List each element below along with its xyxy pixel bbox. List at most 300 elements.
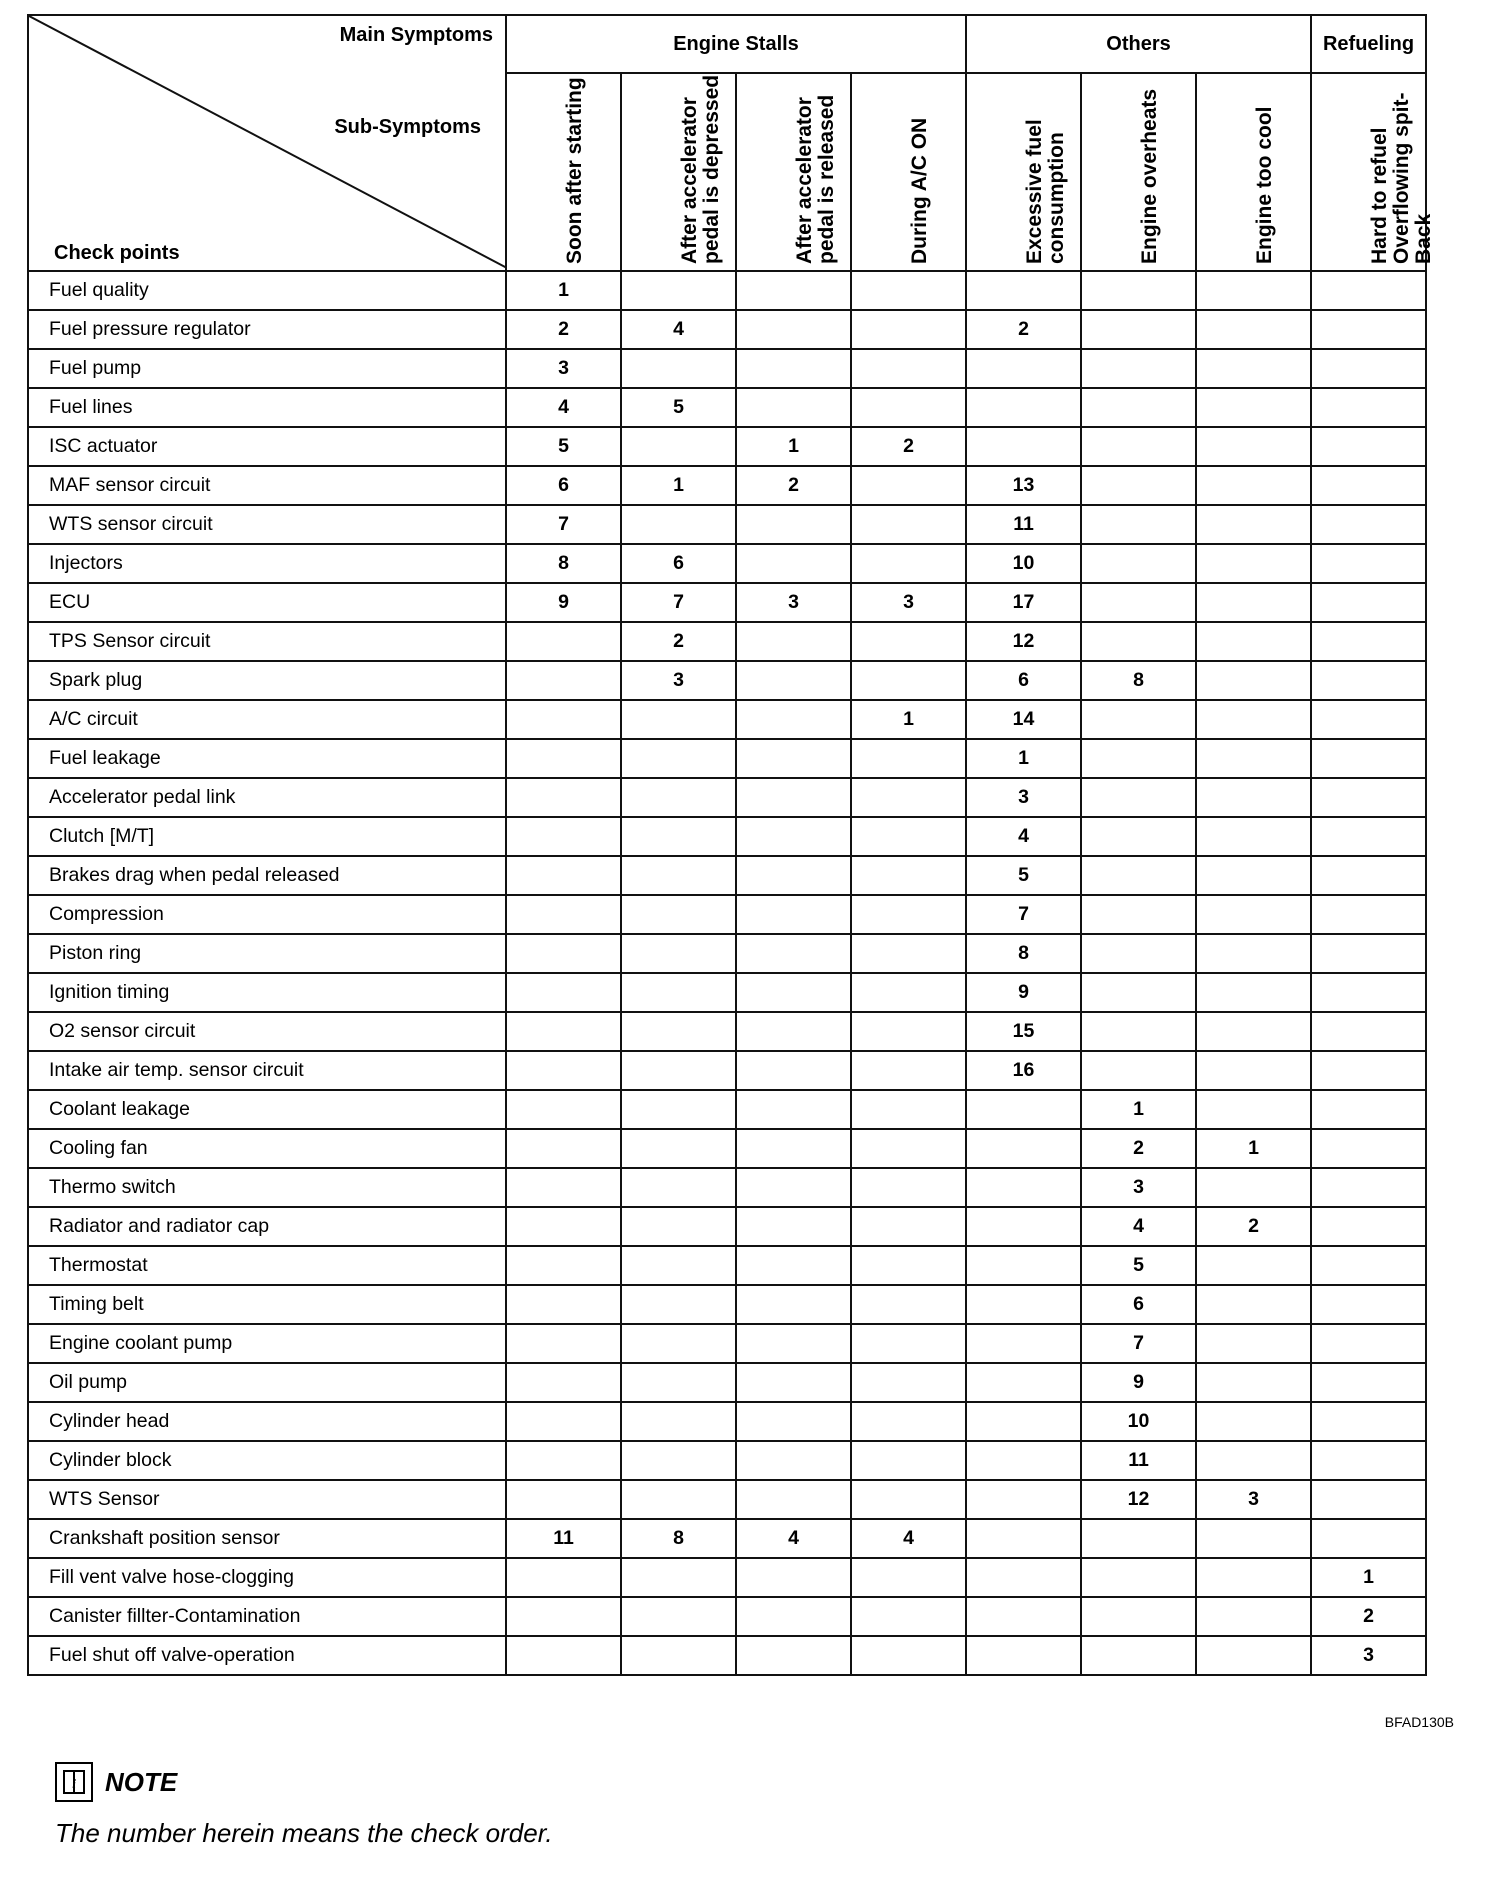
- sub-symptom-header-3: [851, 73, 966, 271]
- check-order-cell: 3: [966, 778, 1081, 817]
- check-order-cell: 5: [621, 388, 736, 427]
- check-order-cell: [1196, 1246, 1311, 1285]
- check-order-cell: 8: [966, 934, 1081, 973]
- check-order-cell: [621, 1402, 736, 1441]
- check-order-cell: [966, 1558, 1081, 1597]
- table-row: [28, 1090, 1426, 1129]
- check-order-cell: [851, 1480, 966, 1519]
- check-order-cell: 8: [1081, 661, 1196, 700]
- check-order-cell: [736, 1246, 851, 1285]
- table-row: [28, 505, 1426, 544]
- check-order-cell: [621, 778, 736, 817]
- check-order-cell: [966, 1402, 1081, 1441]
- check-order-cell: 11: [1081, 1441, 1196, 1480]
- sub-symptom-header-1: [621, 73, 736, 271]
- check-order-cell: [1081, 856, 1196, 895]
- book-info-icon: [55, 1762, 93, 1802]
- check-order-cell: [506, 1402, 621, 1441]
- check-order-cell: [506, 1090, 621, 1129]
- check-order-cell: [1311, 778, 1426, 817]
- check-order-cell: [506, 1558, 621, 1597]
- check-order-cell: 6: [1081, 1285, 1196, 1324]
- check-order-cell: 17: [966, 583, 1081, 622]
- table-row: [28, 739, 1426, 778]
- check-order-cell: [621, 1051, 736, 1090]
- check-order-cell: [736, 934, 851, 973]
- table-row: [28, 1285, 1426, 1324]
- check-order-cell: 2: [1196, 1207, 1311, 1246]
- check-order-cell: [621, 1090, 736, 1129]
- check-order-cell: [1196, 1519, 1311, 1558]
- check-point-label: Engine coolant pump: [28, 1324, 506, 1363]
- sub-symptom-label: After accelerator pedal is depressed: [677, 74, 723, 264]
- table-row: [28, 1168, 1426, 1207]
- check-order-cell: [736, 1090, 851, 1129]
- main-symptoms-label: Main Symptoms: [339, 24, 493, 46]
- check-order-cell: 12: [966, 622, 1081, 661]
- check-point-label: Fuel pump: [28, 349, 506, 388]
- sub-symptom-label: Hard to refuel Overflowing spit-Back: [1367, 92, 1435, 264]
- group-header-1: Others: [966, 15, 1311, 73]
- check-order-cell: [1196, 1558, 1311, 1597]
- check-order-cell: [1196, 271, 1311, 310]
- check-order-cell: [851, 661, 966, 700]
- check-points-table: [27, 14, 1435, 1676]
- check-order-cell: 14: [966, 700, 1081, 739]
- check-order-cell: 1: [966, 739, 1081, 778]
- table-row: [28, 1207, 1426, 1246]
- check-order-cell: 9: [966, 973, 1081, 1012]
- check-order-cell: [736, 817, 851, 856]
- check-order-cell: [1196, 505, 1311, 544]
- check-order-cell: [1196, 1012, 1311, 1051]
- check-order-cell: [851, 1324, 966, 1363]
- check-order-cell: [736, 349, 851, 388]
- check-order-cell: [851, 505, 966, 544]
- table-row: [28, 1402, 1426, 1441]
- check-order-cell: [1311, 310, 1426, 349]
- table-row: [28, 700, 1426, 739]
- check-order-cell: [621, 1207, 736, 1246]
- check-point-label: Fuel pressure regulator: [28, 310, 506, 349]
- table-row: [28, 778, 1426, 817]
- check-order-cell: [736, 505, 851, 544]
- check-point-label: Thermostat: [28, 1246, 506, 1285]
- check-order-cell: [851, 817, 966, 856]
- check-order-cell: [1081, 1051, 1196, 1090]
- check-order-cell: [1196, 661, 1311, 700]
- check-order-cell: [851, 1129, 966, 1168]
- check-order-cell: [1311, 1285, 1426, 1324]
- check-order-cell: [851, 1012, 966, 1051]
- check-order-cell: [621, 1480, 736, 1519]
- check-order-cell: 12: [1081, 1480, 1196, 1519]
- check-order-cell: [621, 1012, 736, 1051]
- check-order-cell: [1081, 544, 1196, 583]
- sub-symptom-label: During A/C ON: [907, 117, 931, 264]
- sub-symptom-label: Soon after starting: [562, 77, 586, 264]
- table-row: [28, 856, 1426, 895]
- check-order-cell: 4: [621, 310, 736, 349]
- sub-symptom-label: Engine overheats: [1137, 88, 1161, 264]
- check-order-cell: 3: [506, 349, 621, 388]
- check-order-cell: [1311, 1129, 1426, 1168]
- check-order-cell: [1081, 1012, 1196, 1051]
- check-order-cell: [736, 310, 851, 349]
- sub-symptom-header-5: [1081, 73, 1196, 271]
- check-point-label: Fuel lines: [28, 388, 506, 427]
- check-order-cell: 8: [621, 1519, 736, 1558]
- check-order-cell: [506, 973, 621, 1012]
- check-order-cell: 10: [1081, 1402, 1196, 1441]
- check-order-cell: [1311, 427, 1426, 466]
- table-row: [28, 1051, 1426, 1090]
- check-order-cell: [736, 856, 851, 895]
- sub-symptom-header-2: [736, 73, 851, 271]
- check-order-cell: [621, 700, 736, 739]
- check-order-cell: [621, 1129, 736, 1168]
- check-order-cell: [621, 739, 736, 778]
- check-order-cell: [506, 1480, 621, 1519]
- note-title-text: NOTE: [105, 1766, 178, 1797]
- check-order-cell: [1311, 1402, 1426, 1441]
- table-row: [28, 1324, 1426, 1363]
- check-order-cell: [851, 544, 966, 583]
- check-order-cell: [1081, 349, 1196, 388]
- check-order-cell: [1196, 544, 1311, 583]
- table-row: [28, 1129, 1426, 1168]
- check-point-label: Coolant leakage: [28, 1090, 506, 1129]
- check-order-cell: [966, 271, 1081, 310]
- check-order-cell: [1081, 895, 1196, 934]
- table-row: [28, 1480, 1426, 1519]
- check-order-cell: [1081, 973, 1196, 1012]
- check-order-cell: 9: [1081, 1363, 1196, 1402]
- table-row: [28, 271, 1426, 310]
- check-order-cell: [736, 544, 851, 583]
- check-order-cell: [506, 1129, 621, 1168]
- group-header-0: Engine Stalls: [506, 15, 966, 73]
- check-order-cell: [506, 1636, 621, 1675]
- check-order-cell: [736, 1129, 851, 1168]
- check-order-cell: [736, 1012, 851, 1051]
- check-order-cell: [506, 1207, 621, 1246]
- sub-symptom-header-0: [506, 73, 621, 271]
- check-order-cell: [1196, 349, 1311, 388]
- sub-symptom-label: After accelerator pedal is released: [792, 94, 838, 264]
- check-order-cell: [1081, 1597, 1196, 1636]
- check-point-label: Intake air temp. sensor circuit: [28, 1051, 506, 1090]
- note-text: The number herein means the check order.: [55, 1818, 553, 1848]
- check-order-cell: [1081, 817, 1196, 856]
- check-order-cell: [1311, 1090, 1426, 1129]
- check-order-cell: 1: [621, 466, 736, 505]
- check-order-cell: [1311, 817, 1426, 856]
- check-order-cell: [1081, 271, 1196, 310]
- check-order-cell: [621, 349, 736, 388]
- check-order-cell: [851, 1363, 966, 1402]
- check-order-cell: [506, 1246, 621, 1285]
- check-order-cell: [1196, 1051, 1311, 1090]
- check-point-label: O2 sensor circuit: [28, 1012, 506, 1051]
- check-order-cell: 5: [966, 856, 1081, 895]
- check-order-cell: 9: [506, 583, 621, 622]
- check-order-cell: [736, 895, 851, 934]
- check-order-cell: [506, 661, 621, 700]
- check-order-cell: [1081, 739, 1196, 778]
- check-order-cell: [506, 778, 621, 817]
- check-order-cell: [1311, 505, 1426, 544]
- check-order-cell: [621, 1363, 736, 1402]
- check-order-cell: [1081, 583, 1196, 622]
- check-order-cell: [1196, 739, 1311, 778]
- check-point-label: Piston ring: [28, 934, 506, 973]
- check-order-cell: [1081, 388, 1196, 427]
- check-order-cell: [1196, 1090, 1311, 1129]
- check-order-cell: 3: [1196, 1480, 1311, 1519]
- sub-symptom-label: Engine too cool: [1252, 106, 1276, 264]
- check-point-label: Compression: [28, 895, 506, 934]
- check-order-cell: [1196, 427, 1311, 466]
- check-order-cell: 1: [736, 427, 851, 466]
- check-order-cell: 3: [621, 661, 736, 700]
- check-order-cell: [966, 1363, 1081, 1402]
- check-order-cell: [1196, 1402, 1311, 1441]
- table-row: [28, 427, 1426, 466]
- check-order-cell: [506, 934, 621, 973]
- check-order-cell: [506, 1441, 621, 1480]
- check-order-cell: [851, 466, 966, 505]
- check-order-cell: [506, 700, 621, 739]
- check-order-cell: [736, 661, 851, 700]
- check-order-cell: [1311, 622, 1426, 661]
- check-order-cell: [1196, 1324, 1311, 1363]
- check-order-cell: [621, 973, 736, 1012]
- check-order-cell: [851, 1558, 966, 1597]
- check-points-label: Check points: [54, 242, 180, 264]
- check-order-cell: [851, 973, 966, 1012]
- check-order-cell: [1081, 622, 1196, 661]
- check-order-cell: 15: [966, 1012, 1081, 1051]
- check-order-cell: [851, 856, 966, 895]
- check-order-cell: [1311, 934, 1426, 973]
- diagonal-divider: [29, 16, 507, 270]
- check-order-cell: [621, 1285, 736, 1324]
- check-order-cell: 4: [851, 1519, 966, 1558]
- note-block: [55, 1762, 553, 1849]
- check-order-cell: [506, 1012, 621, 1051]
- svg-text:i: i: [72, 1776, 76, 1791]
- check-order-cell: [1311, 1480, 1426, 1519]
- check-order-cell: [851, 310, 966, 349]
- check-point-label: Fuel shut off valve-operation: [28, 1636, 506, 1675]
- check-order-cell: [851, 1207, 966, 1246]
- sub-symptom-header-4: [966, 73, 1081, 271]
- check-order-cell: [966, 388, 1081, 427]
- check-order-cell: [506, 1051, 621, 1090]
- check-order-cell: 4: [1081, 1207, 1196, 1246]
- table-row: [28, 895, 1426, 934]
- check-order-cell: [736, 1207, 851, 1246]
- check-order-cell: [1196, 1285, 1311, 1324]
- check-order-cell: 7: [966, 895, 1081, 934]
- check-order-cell: 6: [506, 466, 621, 505]
- check-order-cell: [1196, 1636, 1311, 1675]
- check-point-label: Accelerator pedal link: [28, 778, 506, 817]
- check-order-cell: [621, 856, 736, 895]
- check-order-cell: [966, 1129, 1081, 1168]
- check-point-label: Cylinder head: [28, 1402, 506, 1441]
- check-order-cell: [736, 388, 851, 427]
- table-row: [28, 349, 1426, 388]
- check-order-cell: [621, 505, 736, 544]
- check-point-label: WTS sensor circuit: [28, 505, 506, 544]
- check-point-label: Ignition timing: [28, 973, 506, 1012]
- check-order-cell: [851, 1051, 966, 1090]
- table-row: [28, 973, 1426, 1012]
- check-order-cell: [966, 1480, 1081, 1519]
- check-order-cell: [621, 1168, 736, 1207]
- check-order-cell: [1081, 700, 1196, 739]
- check-point-label: Radiator and radiator cap: [28, 1207, 506, 1246]
- check-order-cell: [1081, 934, 1196, 973]
- check-order-cell: [736, 1597, 851, 1636]
- check-point-label: ECU: [28, 583, 506, 622]
- check-order-cell: [736, 1480, 851, 1519]
- check-order-cell: [506, 1363, 621, 1402]
- check-order-cell: [1081, 1636, 1196, 1675]
- check-order-cell: [966, 1441, 1081, 1480]
- table-row: [28, 466, 1426, 505]
- check-order-cell: [1081, 1519, 1196, 1558]
- check-order-cell: [1081, 310, 1196, 349]
- check-order-cell: [1311, 349, 1426, 388]
- table-row: [28, 934, 1426, 973]
- check-order-cell: [851, 622, 966, 661]
- check-order-cell: 3: [736, 583, 851, 622]
- check-order-cell: [1196, 1363, 1311, 1402]
- check-order-cell: [506, 1597, 621, 1636]
- check-order-cell: [1196, 1168, 1311, 1207]
- check-order-cell: 1: [506, 271, 621, 310]
- check-order-cell: [736, 1558, 851, 1597]
- check-order-cell: [1081, 505, 1196, 544]
- check-order-cell: [966, 1636, 1081, 1675]
- check-order-cell: 3: [851, 583, 966, 622]
- check-order-cell: [1311, 583, 1426, 622]
- check-point-label: Canister fillter-Contamination: [28, 1597, 506, 1636]
- table-row: [28, 310, 1426, 349]
- main-symptoms-row: [28, 15, 1426, 73]
- check-order-cell: [851, 1090, 966, 1129]
- check-order-cell: [1311, 1207, 1426, 1246]
- check-order-cell: [1311, 271, 1426, 310]
- check-order-cell: [1311, 739, 1426, 778]
- check-order-cell: [966, 1246, 1081, 1285]
- check-order-cell: [1311, 1363, 1426, 1402]
- table-row: [28, 1012, 1426, 1051]
- check-order-cell: [1196, 973, 1311, 1012]
- check-order-cell: [1196, 466, 1311, 505]
- check-order-cell: 6: [966, 661, 1081, 700]
- table-row: [28, 544, 1426, 583]
- check-point-label: Injectors: [28, 544, 506, 583]
- check-order-cell: 2: [851, 427, 966, 466]
- check-point-label: Cooling fan: [28, 1129, 506, 1168]
- check-point-label: Fuel quality: [28, 271, 506, 310]
- check-order-cell: 7: [506, 505, 621, 544]
- check-order-cell: [1311, 1246, 1426, 1285]
- check-order-cell: [966, 427, 1081, 466]
- check-points-table-container: [27, 14, 1435, 1697]
- check-order-cell: [1311, 1168, 1426, 1207]
- check-order-cell: [1311, 1051, 1426, 1090]
- check-order-cell: [621, 817, 736, 856]
- table-corner-cell: [28, 15, 506, 271]
- check-point-label: Thermo switch: [28, 1168, 506, 1207]
- check-order-cell: [621, 1597, 736, 1636]
- sub-symptoms-label: Sub-Symptoms: [334, 116, 481, 138]
- check-order-cell: [621, 1324, 736, 1363]
- check-order-cell: [506, 622, 621, 661]
- check-order-cell: [851, 1246, 966, 1285]
- check-point-label: Fuel leakage: [28, 739, 506, 778]
- check-point-label: ISC actuator: [28, 427, 506, 466]
- check-order-cell: 1: [1196, 1129, 1311, 1168]
- check-order-cell: [1311, 973, 1426, 1012]
- check-order-cell: [1196, 310, 1311, 349]
- check-order-cell: [736, 1363, 851, 1402]
- check-order-cell: [736, 973, 851, 1012]
- check-order-cell: 13: [966, 466, 1081, 505]
- check-order-cell: [966, 1519, 1081, 1558]
- check-order-cell: [506, 1285, 621, 1324]
- check-order-cell: [736, 1324, 851, 1363]
- check-order-cell: [621, 1246, 736, 1285]
- check-order-cell: [1311, 388, 1426, 427]
- check-order-cell: [1311, 544, 1426, 583]
- check-order-cell: 11: [966, 505, 1081, 544]
- check-order-cell: [736, 700, 851, 739]
- check-order-cell: 4: [966, 817, 1081, 856]
- check-order-cell: [1196, 895, 1311, 934]
- table-row: [28, 817, 1426, 856]
- table-body: [28, 271, 1426, 1675]
- check-order-cell: 3: [1081, 1168, 1196, 1207]
- check-order-cell: [851, 271, 966, 310]
- check-order-cell: [851, 1636, 966, 1675]
- check-order-cell: [736, 1636, 851, 1675]
- check-order-cell: 5: [1081, 1246, 1196, 1285]
- note-title: [55, 1762, 553, 1802]
- check-order-cell: 4: [506, 388, 621, 427]
- check-order-cell: [966, 1207, 1081, 1246]
- check-order-cell: 1: [851, 700, 966, 739]
- sub-symptom-header-7: [1311, 73, 1435, 271]
- check-order-cell: [506, 1324, 621, 1363]
- check-order-cell: [851, 1168, 966, 1207]
- check-order-cell: [1311, 895, 1426, 934]
- check-order-cell: [736, 1168, 851, 1207]
- check-point-label: WTS Sensor: [28, 1480, 506, 1519]
- check-order-cell: [621, 1636, 736, 1675]
- check-order-cell: [736, 739, 851, 778]
- check-order-cell: [1311, 1012, 1426, 1051]
- check-order-cell: [736, 1051, 851, 1090]
- check-point-label: TPS Sensor circuit: [28, 622, 506, 661]
- table-row: [28, 661, 1426, 700]
- check-order-cell: [1311, 1324, 1426, 1363]
